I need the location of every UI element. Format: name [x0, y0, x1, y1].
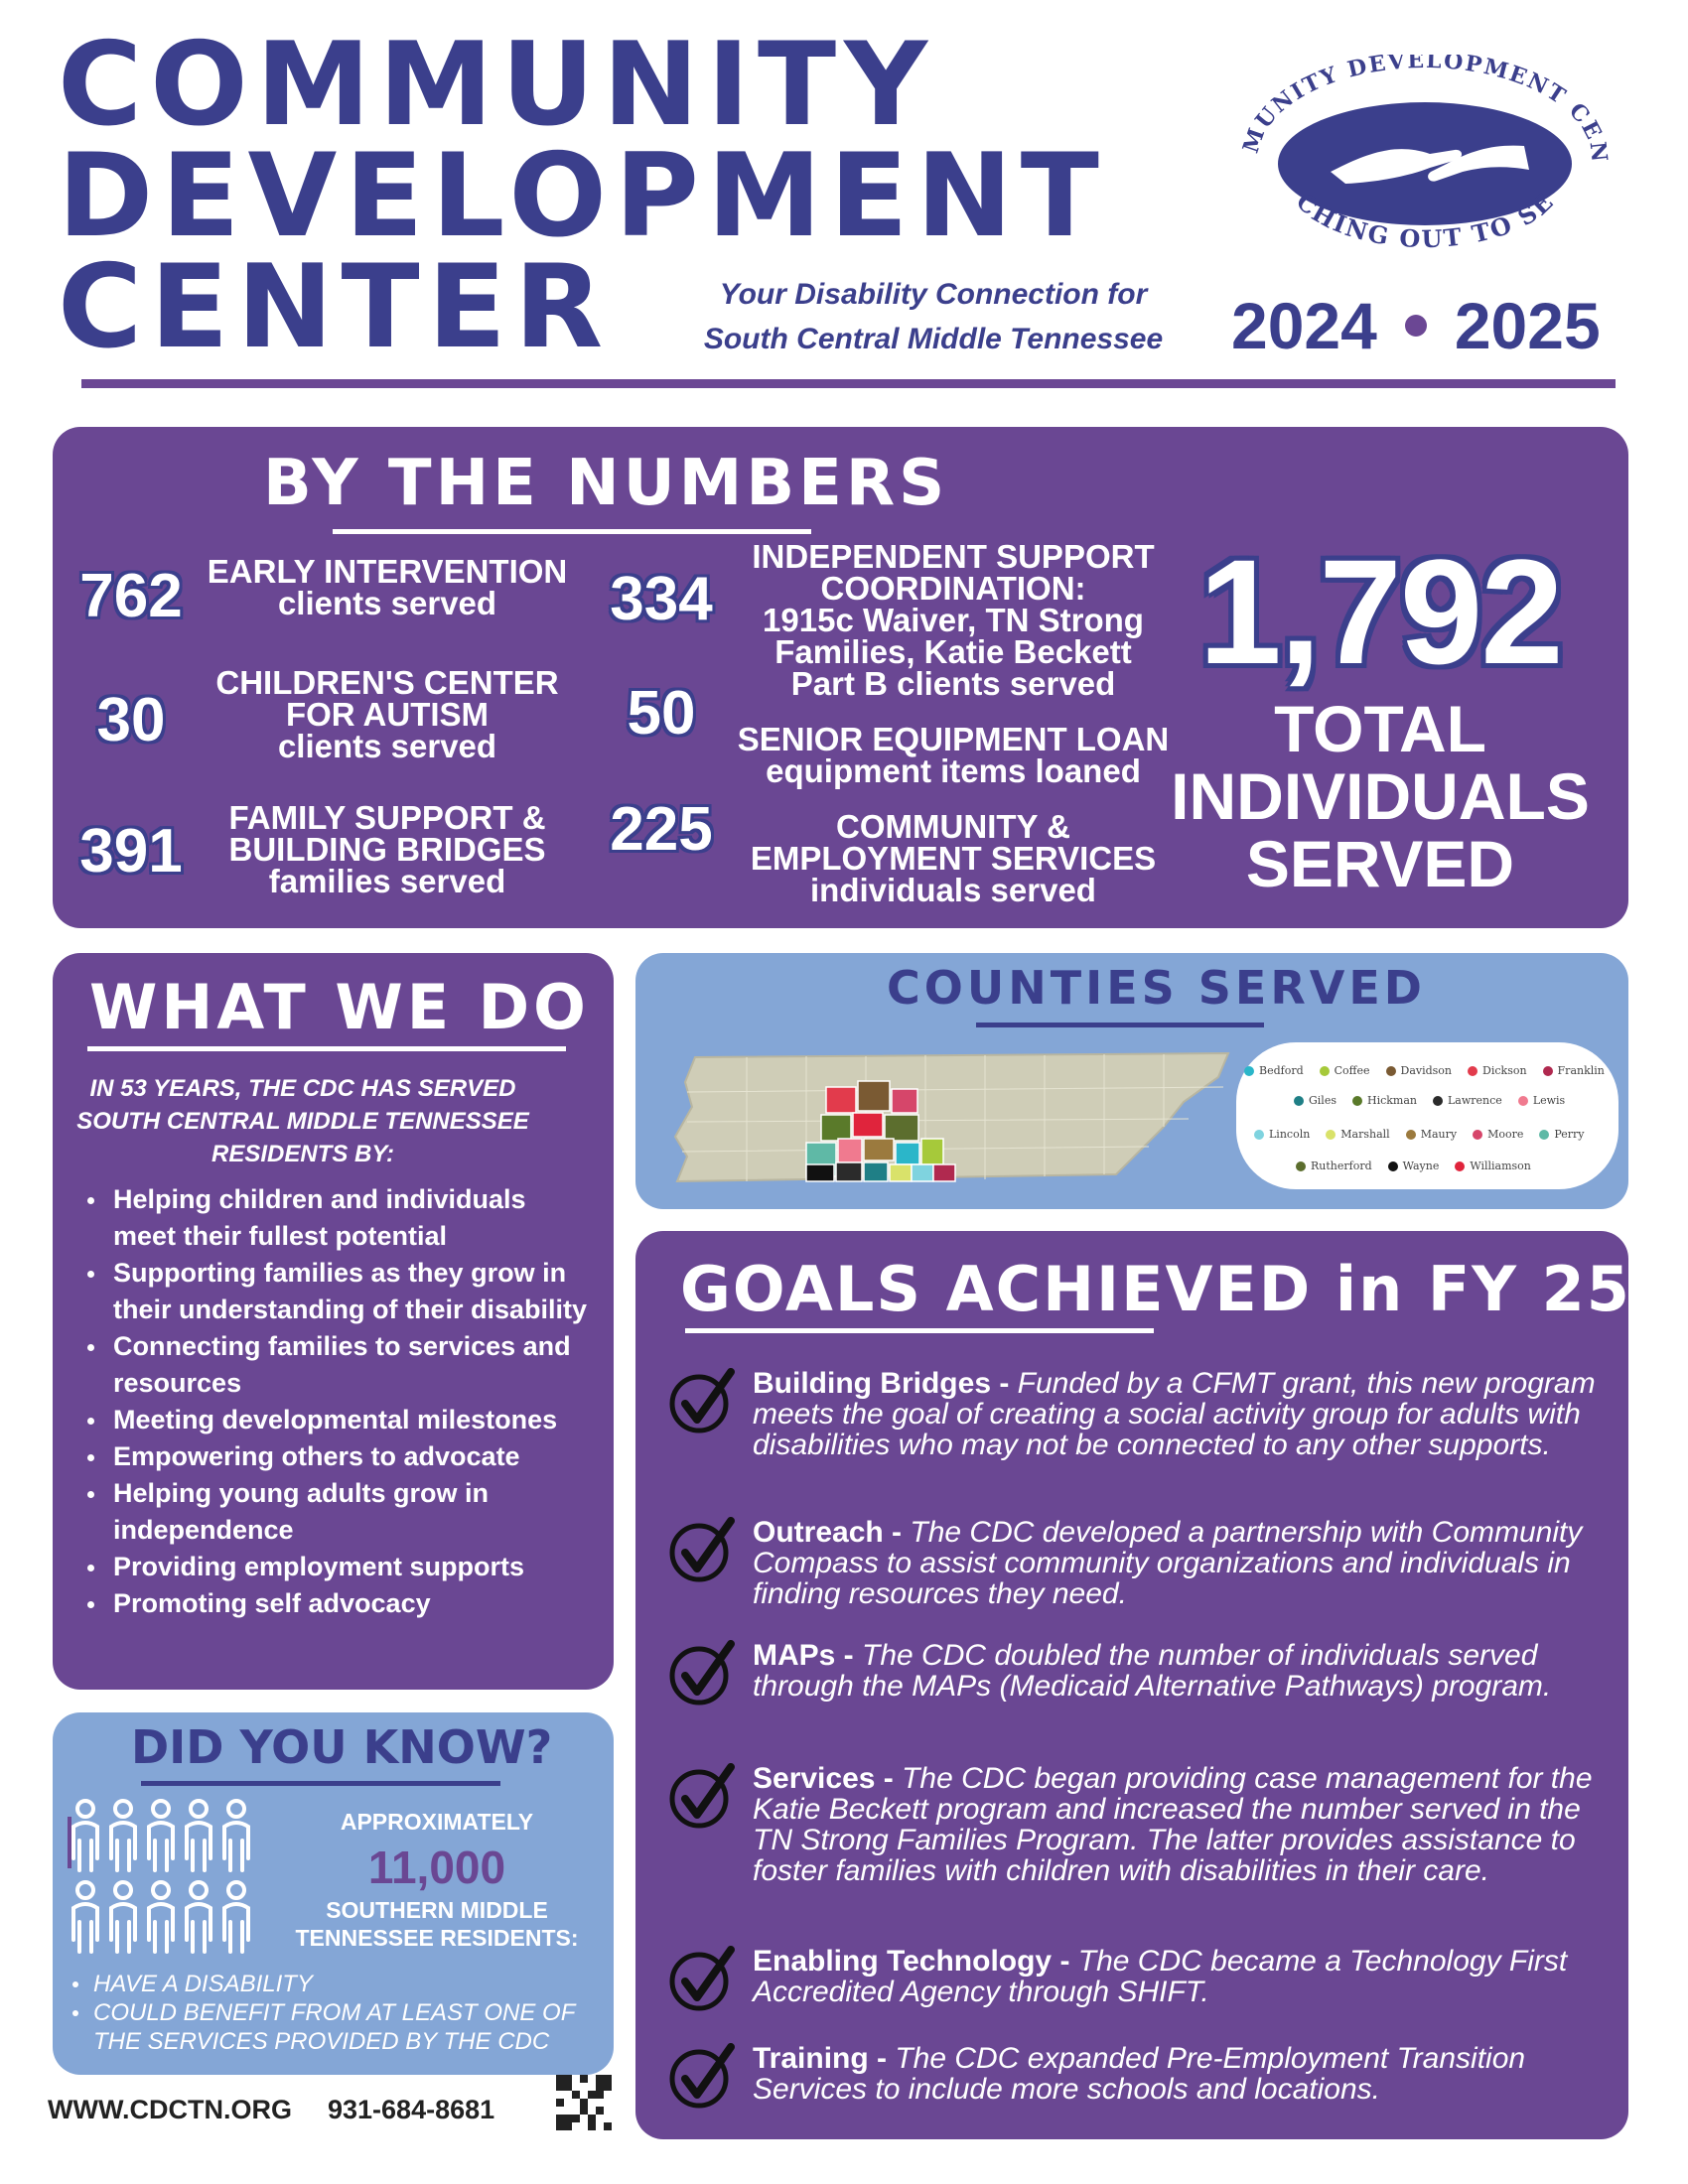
legend-swatch: [1244, 1066, 1254, 1076]
goal-item: [753, 1640, 1607, 1702]
legend-swatch: [1539, 1130, 1549, 1140]
legend-label: Dickson: [1482, 1064, 1527, 1077]
did-you-know-underline: [141, 1781, 500, 1786]
list-item: HAVE A DISABILITY: [70, 1970, 626, 1998]
goal-description: The CDC began providing case management for the Katie Beckett program and increased the number served in the TN Strong Families Program. The latter provides assistance to foster families with children with disabilities in their care.: [753, 1762, 1593, 1887]
legend-swatch: [1473, 1130, 1482, 1140]
list-item: Promoting self advocacy: [79, 1585, 596, 1622]
goal-item: [753, 2043, 1607, 2105]
list-item: Helping young adults grow in independence: [79, 1475, 596, 1549]
people-group-icon: [68, 1799, 276, 1963]
list-item: Connecting families to services and resources: [79, 1328, 596, 1402]
goal-item: [753, 1763, 1607, 1886]
checkmark-icon: [665, 1942, 741, 2017]
stat-value-autism: 30: [96, 686, 166, 754]
legend-row: [1244, 1064, 1605, 1077]
legend-swatch: [1388, 1161, 1398, 1171]
report-years: [1231, 288, 1601, 363]
legend-item: [1296, 1160, 1372, 1172]
legend-swatch: [1352, 1096, 1362, 1106]
legend-label: Lincoln: [1269, 1128, 1311, 1141]
what-we-do-list: [79, 1181, 596, 1622]
total-individuals-label: TOTAL INDIVIDUALS SERVED: [1171, 692, 1590, 900]
checkmark-icon: [665, 2039, 741, 2115]
checkmark-icon: [665, 1364, 741, 1439]
legend-swatch: [1326, 1130, 1336, 1140]
stat-label-senior-equipment: SENIOR EQUIPMENT LOAN equipment items loaned: [737, 721, 1170, 789]
legend-swatch: [1254, 1130, 1264, 1140]
goal-item: [753, 1946, 1607, 2007]
header-divider: [81, 379, 1616, 388]
legend-item: [1543, 1064, 1605, 1077]
legend-label: Marshall: [1340, 1128, 1390, 1141]
legend-item: [1388, 1160, 1440, 1172]
legend-swatch: [1518, 1096, 1528, 1106]
goals-achieved-underline: [685, 1328, 1154, 1333]
what-we-do-title: WHAT WE DO: [89, 971, 590, 1043]
legend-label: Coffee: [1334, 1064, 1370, 1077]
legend-item: [1386, 1064, 1453, 1077]
list-item: Empowering others to advocate: [79, 1438, 596, 1475]
legend-item: [1473, 1128, 1523, 1141]
legend-item: [1352, 1094, 1417, 1107]
legend-item: [1406, 1128, 1457, 1141]
goal-description: The CDC doubled the number of individuals served through the MAPs (Medicaid Alternative Pathways) program.: [753, 1639, 1552, 1703]
goals-achieved-title: GOALS ACHIEVED in FY 25: [680, 1253, 1631, 1325]
legend-swatch: [1386, 1066, 1396, 1076]
website-link[interactable]: WWW.CDCTN.ORG: [48, 2095, 292, 2124]
did-you-know-title: DID YOU KNOW?: [131, 1720, 553, 1774]
legend-label: Maury: [1420, 1128, 1458, 1141]
phone-number[interactable]: 931-684-8681: [328, 2095, 495, 2124]
stat-label-early-intervention: EARLY INTERVENTION clients served: [207, 553, 568, 621]
what-we-do-underline: [87, 1046, 566, 1051]
stat-label-community-employment: COMMUNITY & EMPLOYMENT SERVICES individuals served: [750, 808, 1157, 908]
legend-item: [1433, 1094, 1502, 1107]
goal-description: The CDC expanded Pre-Employment Transition Services to include more schools and locations.: [753, 2042, 1526, 2106]
legend-swatch: [1455, 1161, 1465, 1171]
goal-title: Outreach -: [753, 1516, 911, 1549]
did-you-know-list: [70, 1970, 626, 2056]
year-separator-dot: [1405, 315, 1427, 337]
list-item: Providing employment supports: [79, 1549, 596, 1585]
checkmark-icon: [665, 1513, 741, 1588]
legend-label: Williamson: [1470, 1160, 1531, 1172]
legend-item: [1539, 1128, 1584, 1141]
svg-text:COMMUNITY DEVELOPMENT CENTER: MUNITY DEVELOPMENT CEN: [1237, 55, 1613, 166]
legend-label: Hickman: [1366, 1094, 1417, 1107]
stat-value-support-coordination: 334: [610, 565, 713, 633]
by-the-numbers-underline: [333, 529, 811, 534]
legend-item: [1468, 1064, 1527, 1077]
by-the-numbers-title: BY THE NUMBERS: [263, 447, 949, 520]
legend-label: Giles: [1309, 1094, 1336, 1107]
year-start: 2024: [1231, 289, 1377, 362]
title-line-2: DEVELOPMENT: [58, 129, 1107, 263]
qr-code-icon: [556, 2075, 612, 2130]
legend-item: [1518, 1094, 1565, 1107]
stat-value-community-employment: 225: [610, 795, 713, 864]
legend-swatch: [1320, 1066, 1330, 1076]
legend-label: Perry: [1554, 1128, 1585, 1141]
legend-row: [1294, 1094, 1565, 1107]
tagline-line-2: South Central Middle Tennessee: [703, 323, 1164, 355]
county-legend: [1236, 1042, 1618, 1189]
list-item: Helping children and individuals meet their fullest potential: [79, 1181, 596, 1255]
stat-value-family-support: 391: [79, 817, 183, 886]
checkmark-icon: [665, 1759, 741, 1835]
reaching-hands-icon: [1226, 55, 1623, 263]
stat-label-autism: CHILDREN'S CENTER FOR AUTISM clients served: [215, 664, 559, 764]
legend-item: [1254, 1128, 1310, 1141]
legend-row: [1296, 1160, 1531, 1172]
stat-value-senior-equipment: 50: [627, 679, 696, 748]
title-line-3: CENTER: [58, 240, 612, 374]
legend-label: Rutherford: [1311, 1160, 1372, 1172]
dyk-number: 11,000: [367, 1842, 506, 1893]
legend-label: Franklin: [1557, 1064, 1605, 1077]
legend-swatch: [1294, 1096, 1304, 1106]
goal-title: Enabling Technology -: [753, 1945, 1078, 1978]
legend-label: Davidson: [1400, 1064, 1453, 1077]
legend-row: [1254, 1128, 1585, 1141]
goal-title: Services -: [753, 1762, 903, 1795]
legend-swatch: [1468, 1066, 1477, 1076]
legend-swatch: [1296, 1161, 1306, 1171]
dyk-residents-label: SOUTHERN MIDDLE TENNESSEE RESIDENTS:: [295, 1897, 579, 1951]
legend-item: [1455, 1160, 1531, 1172]
total-individuals-value: 1,792: [1198, 528, 1562, 695]
legend-swatch: [1406, 1130, 1416, 1140]
legend-label: Bedford: [1259, 1064, 1304, 1077]
goal-item: [753, 1517, 1607, 1609]
dyk-approx-label: APPROXIMATELY: [340, 1809, 534, 1835]
legend-label: Wayne: [1402, 1160, 1440, 1172]
legend-swatch: [1433, 1096, 1443, 1106]
legend-item: [1320, 1064, 1370, 1077]
cdc-logo: [1226, 55, 1623, 263]
list-item: Meeting developmental milestones: [79, 1402, 596, 1438]
list-item: Supporting families as they grow in their understanding of their disability: [79, 1255, 596, 1328]
year-end: 2025: [1454, 289, 1601, 362]
legend-swatch: [1543, 1066, 1553, 1076]
tagline-line-1: Your Disability Connection for: [719, 278, 1148, 311]
legend-item: [1294, 1094, 1336, 1107]
legend-label: Lawrence: [1448, 1094, 1502, 1107]
what-we-do-intro: IN 53 YEARS, THE CDC HAS SERVED SOUTH CENTRAL MIDDLE TENNESSEE RESIDENTS BY:: [76, 1075, 529, 1167]
legend-label: Moore: [1487, 1128, 1524, 1141]
stat-value-early-intervention: 762: [79, 562, 183, 630]
goal-description: Funded by a CFMT grant, this new program meets the goal of creating a social activity group for adults with disabilities who may not be connected to any other supports.: [753, 1367, 1596, 1461]
tennessee-map-icon: [647, 1047, 1233, 1196]
goal-title: Training -: [753, 2042, 896, 2075]
legend-label: Lewis: [1532, 1094, 1566, 1107]
counties-served-title: COUNTIES SERVED: [887, 961, 1426, 1015]
goal-title: Building Bridges -: [753, 1367, 1018, 1400]
goal-item: [753, 1368, 1607, 1460]
title-line-1: COMMUNITY: [58, 18, 936, 152]
stat-label-family-support: FAMILY SUPPORT & BUILDING BRIDGES families served: [228, 799, 546, 899]
goal-description: The CDC developed a partnership with Community Compass to assist community organizations and individuals in finding resources they need.: [753, 1516, 1583, 1610]
counties-served-underline: [976, 1023, 1264, 1027]
stat-label-support-coordination: INDEPENDENT SUPPORT COORDINATION: 1915c Waiver, TN Strong Families, Katie Beckett Part B clients served: [752, 538, 1155, 702]
goal-description: The CDC became a Technology First Accredited Agency through SHIFT.: [753, 1945, 1568, 2008]
legend-item: [1326, 1128, 1389, 1141]
list-item: COULD BENEFIT FROM AT LEAST ONE OF THE SERVICES PROVIDED BY THE CDC: [70, 1998, 626, 2056]
checkmark-icon: [665, 1636, 741, 1711]
svg-text:REACHING OUT TO SERVE: CHING OUT TO SE: [1290, 186, 1560, 254]
goal-title: MAPs -: [753, 1639, 863, 1672]
legend-item: [1244, 1064, 1304, 1077]
